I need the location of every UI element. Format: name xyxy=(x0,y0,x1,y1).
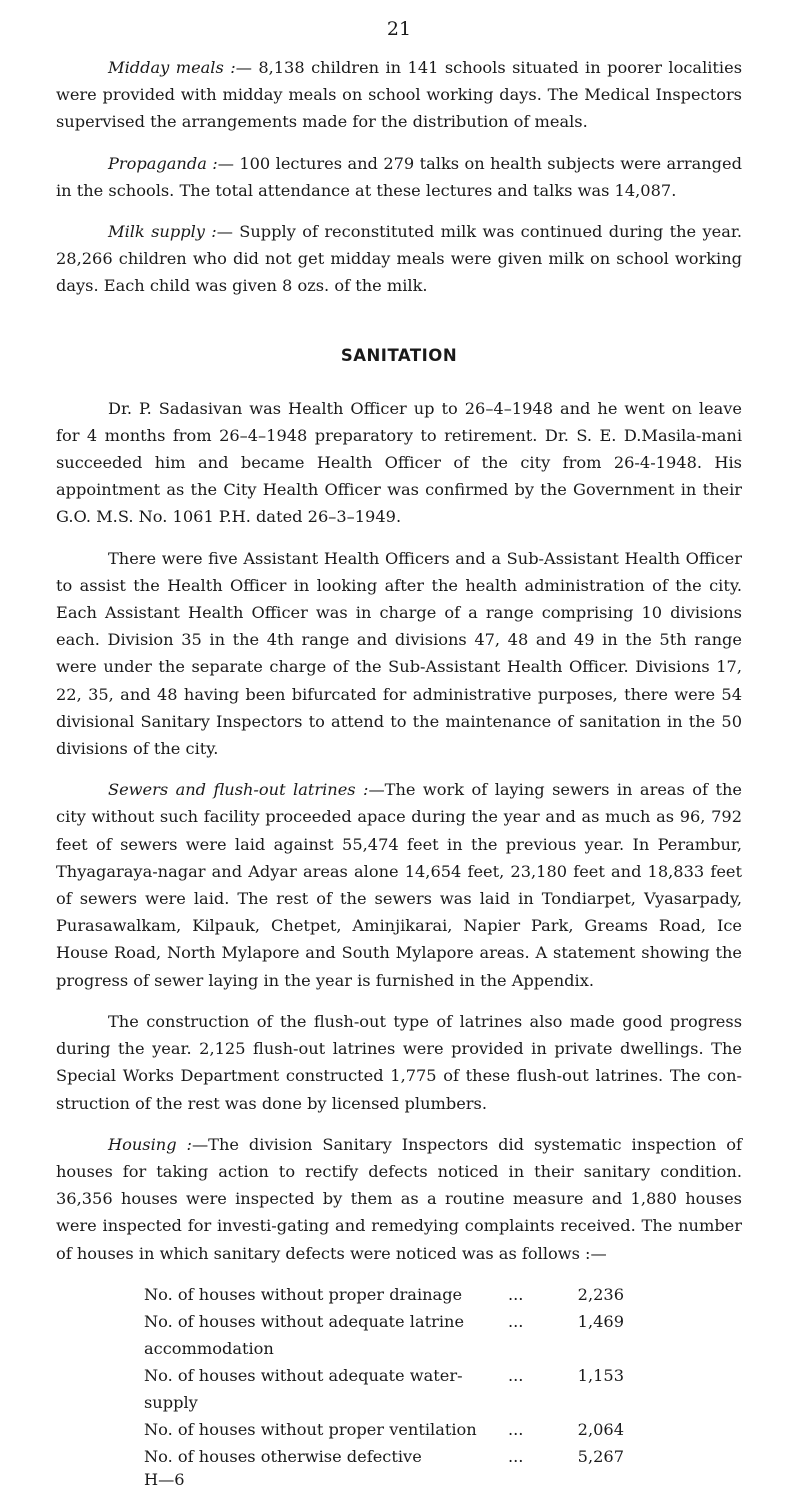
paragraph-text-sewers: —The work of laying sewers in areas of the city without such facility proceeded apace during the year and as much as 96, 792 feet of sewers were laid against 55,474 feet in the previous year. In Perambur, Thyagaraya-nagar and Adyar areas alone 14,654 feet, 23,180 feet and 18,833 feet of sewers were laid. The rest of the sewers was laid in Tondiarpet, Vyasarpady, Purasawalkam, Kilpauk, Chetpet, Aminjikarai, Napier Park, Greams Road, Ice House Road, North Mylapore and South Mylapore areas. A statement showing the progress of sewer laying in the year is furnished in the Appendix. xyxy=(56,780,742,990)
paragraph-text-propaganda: — 100 lectures and 279 talks on health subjects were arranged in the schools. The total attendance at these lectures and talks was 14,087. xyxy=(56,153,742,200)
list-item xyxy=(144,1443,624,1470)
paragraph-housing xyxy=(56,1131,742,1267)
leader-dots: ... xyxy=(508,1311,524,1331)
defect-count: 2,064 xyxy=(577,1419,624,1439)
defect-label: No. of houses without adequate latrine accommodation xyxy=(144,1311,465,1358)
defect-label: No. of houses without proper drainage xyxy=(144,1284,463,1304)
paragraph-propaganda xyxy=(56,150,742,204)
run-in-heading-milk: Milk supply : xyxy=(108,222,217,242)
defects-list xyxy=(144,1281,624,1470)
defect-count: 5,267 xyxy=(577,1446,624,1466)
defect-label: No. of houses without adequate water-supply xyxy=(144,1365,463,1412)
leader-dots: ... xyxy=(508,1446,524,1466)
leader-dots: ... xyxy=(508,1284,524,1304)
section-heading-sanitation: SANITATION xyxy=(340,345,458,365)
defect-count: 2,236 xyxy=(577,1284,624,1304)
paragraph-flush-out: The construction of the flush-out type of latrines also made good progress during the year. 2,125 flush-out latrines were provided in private dwellings. The Special Works Department constructed 1,775 of these flush-out latrines. The con-struction of the rest was done by licensed plumbers. xyxy=(56,1011,742,1113)
list-item xyxy=(144,1281,624,1308)
paragraph-midday-meals xyxy=(56,54,742,136)
defect-label: No. of houses without proper ventilation xyxy=(144,1419,477,1439)
paragraph-text-midday: — 8,138 children in 141 schools situated in poorer localities were provided with midday meals on school working days. The Medical Inspectors supervised the arrangements made for the distribution of meals. xyxy=(56,58,742,132)
leader-dots: ... xyxy=(508,1419,524,1439)
paragraph-text-milk: — Supply of reconstituted milk was continued during the year. 28,266 children who did not get midday meals were given milk on school working days. Each child was given 8 ozs. of the milk. xyxy=(56,222,742,296)
leader-dots: ... xyxy=(508,1365,524,1385)
run-in-heading-sewers: Sewers and flush-out latrines : xyxy=(108,780,369,800)
defect-count: 1,469 xyxy=(577,1311,624,1331)
run-in-heading-midday: Midday meals : xyxy=(108,58,236,77)
list-item xyxy=(144,1416,624,1443)
paragraph-sewers xyxy=(56,776,742,994)
run-in-heading-housing: Housing : xyxy=(108,1134,192,1154)
run-in-heading-propaganda: Propaganda : xyxy=(108,153,218,173)
signature-mark: H—6 xyxy=(144,1469,185,1489)
defect-label: No. of houses otherwise defective xyxy=(144,1446,422,1466)
defect-count: 1,153 xyxy=(577,1365,624,1385)
list-item xyxy=(144,1308,624,1362)
page-number: 21 xyxy=(386,18,412,40)
paragraph-assistant-officers: There were five Assistant Health Officers and a Sub-Assistant Health Officer to assist the Health Officer in looking after the health administration of the city. Each Assistant Health Officer was in charge of a range comprising 10 divisions each. Division 35 in the 4th range and divisions 47, 48 and 49 in the 5th range were under the separate charge of the Sub-Assistant Health Officer. Divisions 17, 22, 35, and 48 having been bifurcated for administrative purposes, there were 54 divisional Sanitary Inspectors to attend to the maintenance of sanitation in the 50 divisions of the city. xyxy=(56,548,742,759)
paragraph-milk-supply xyxy=(56,218,742,300)
paragraph-text-housing: —The division Sanitary Inspectors did systematic inspection of houses for taking action to rectify defects noticed in their sanitary condition. 36,356 houses were inspected by them as a routine measure and 1,880 houses were inspected for investi-gating and remedying complaints received. The number of houses in which sanitary defects were noticed was as follows :— xyxy=(56,1134,742,1263)
paragraph-health-officer: Dr. P. Sadasivan was Health Officer up to 26–4–1948 and he went on leave for 4 months from 26–4–1948 preparatory to retirement. Dr. S. E. D.Masila-mani succeeded him and became Health Officer of the city from 26-4-1948. His appointment as the City Health Officer was confirmed by the Government in their G.O. M.S. No. 1061 P.H. dated 26–3–1949. xyxy=(56,398,742,527)
list-item xyxy=(144,1362,624,1416)
